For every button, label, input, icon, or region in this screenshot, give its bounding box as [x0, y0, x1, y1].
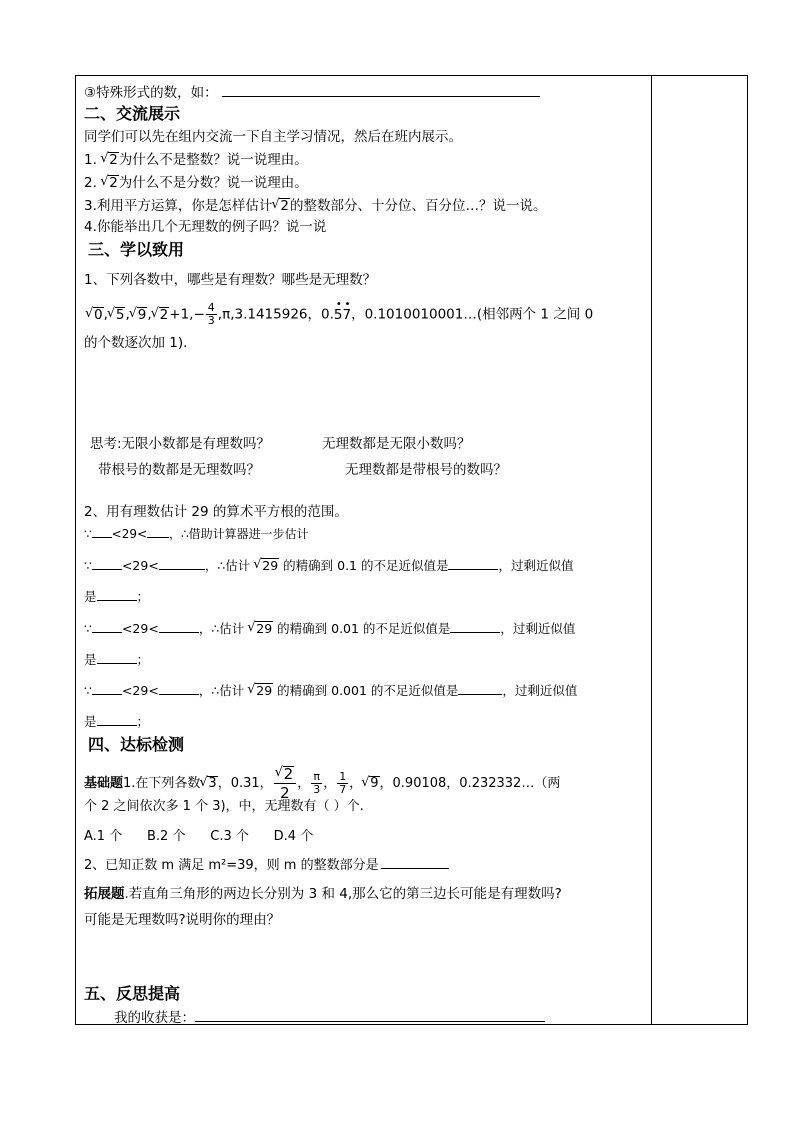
- think-question-a: 思考:无限小数都是有理数吗？: [90, 436, 271, 452]
- answer-blank[interactable]: [450, 619, 500, 633]
- answer-blank[interactable]: [222, 83, 540, 97]
- answer-blank[interactable]: [381, 855, 449, 869]
- answer-blank[interactable]: [147, 524, 169, 538]
- estimate-0-01-cont: 是 ；: [84, 652, 150, 667]
- section2-heading: 二、交流展示: [84, 104, 181, 123]
- section3-heading: 三、学以致用: [88, 240, 185, 259]
- section3-number-list-cont: 的个数逐次加 1).: [84, 335, 188, 351]
- table-column-divider: [651, 75, 652, 1025]
- answer-blank[interactable]: [92, 681, 122, 695]
- think-question-b: 无理数都是无限小数吗？: [322, 436, 471, 452]
- harvest-line: 我的收获是：: [114, 1008, 545, 1027]
- think-question-d: 无理数都是带根号的数吗？: [345, 462, 507, 478]
- answer-blank[interactable]: [159, 556, 205, 570]
- choice-options: A.1 个 B.2 个 C.3 个 D.4 个: [84, 829, 314, 844]
- answer-blank[interactable]: [97, 650, 137, 664]
- answer-blank[interactable]: [97, 587, 137, 601]
- answer-blank[interactable]: [92, 556, 122, 570]
- answer-blank[interactable]: [159, 619, 199, 633]
- estimate-0-1: ∵ <29< ，∴估计 √ 29 的精确到 0.1 的不足近似值是 ，过剩近似值: [84, 556, 573, 575]
- extension-question-cont: 可能是无理数吗?说明你的理由？: [84, 912, 281, 928]
- section2-question-2: 2. √ 2为什么不是分数？说一说理由。: [84, 174, 308, 192]
- basic-question-1-cont: 个 2 之间依次多 1 个 3)，中，无理数有（ ）个.: [84, 799, 364, 814]
- section2-question-4: 4.你能举出几个无理数的例子吗？说一说: [84, 219, 327, 235]
- estimate-0-001: ∵ <29< ，∴估计 √ 29 的精确到 0.001 的不足近似值是 ，过剩近似值: [84, 681, 577, 700]
- section2-question-3: 3.利用平方运算，你是怎样估计√ 2的整数部分、十分位、百分位…？说一说。: [84, 197, 546, 215]
- estimate-0-01: ∵ <29< ，∴估计 √ 29 的精确到 0.01 的不足近似值是 ，过剩近似值: [84, 619, 575, 638]
- answer-blank[interactable]: [92, 619, 122, 633]
- estimate-0-001-cont: 是 ；: [84, 714, 150, 729]
- answer-blank[interactable]: [448, 556, 498, 570]
- answer-blank[interactable]: [159, 681, 199, 695]
- estimate-0-1-cont: 是 ；: [84, 589, 150, 604]
- section3-number-list: √ 0,√ 5,√ 9,√ 2+1,− $\frac{4}{3}$ ,π,3.1415926，0.5 •7 •，0.1010010001…(相邻两个 1 之间 0: [86, 302, 593, 327]
- think-question-c: 带根号的数都是无理数吗？: [98, 462, 260, 478]
- answer-blank[interactable]: [458, 681, 502, 695]
- section4-heading: 四、达标检测: [88, 735, 185, 754]
- extension-question: 拓展题.若直角三角形的两边长分别为 3 和 4,那么它的第三边长可能是有理数吗?: [84, 886, 562, 902]
- section5-heading: 五、反思提高: [84, 984, 181, 1003]
- section2-intro: 同学们可以先在组内交流一下自主学习情况，然后在班内展示。: [84, 129, 462, 145]
- answer-blank[interactable]: [195, 1008, 545, 1022]
- answer-blank[interactable]: [97, 712, 137, 726]
- special-form-line: ③特殊形式的数，如：: [84, 83, 540, 102]
- answer-blank[interactable]: [92, 524, 112, 538]
- section2-question-1: 1. √ 2为什么不是整数？说一说理由。: [84, 151, 308, 169]
- section3-problem-1: 1、下列各数中，哪些是有理数？哪些是无理数？: [84, 272, 377, 288]
- section3-problem-2: 2、用有理数估计 29 的算术平方根的范围。: [84, 504, 348, 520]
- basic-question-2: 2、已知正数 m 满足 m²=39，则 m 的整数部分是: [84, 855, 449, 875]
- estimate-intro: ∵ <29< ，∴借助计算器进一步估计: [84, 524, 309, 543]
- basic-question-1: 基础题1.在下列各数√ 3，0.31， √ $\frac{2}{2}$ ， $\frac{\pi}{3}$ ， $\frac{1}{7}$ ，√ 9，0.90108，0.232332…（两: [84, 765, 560, 802]
